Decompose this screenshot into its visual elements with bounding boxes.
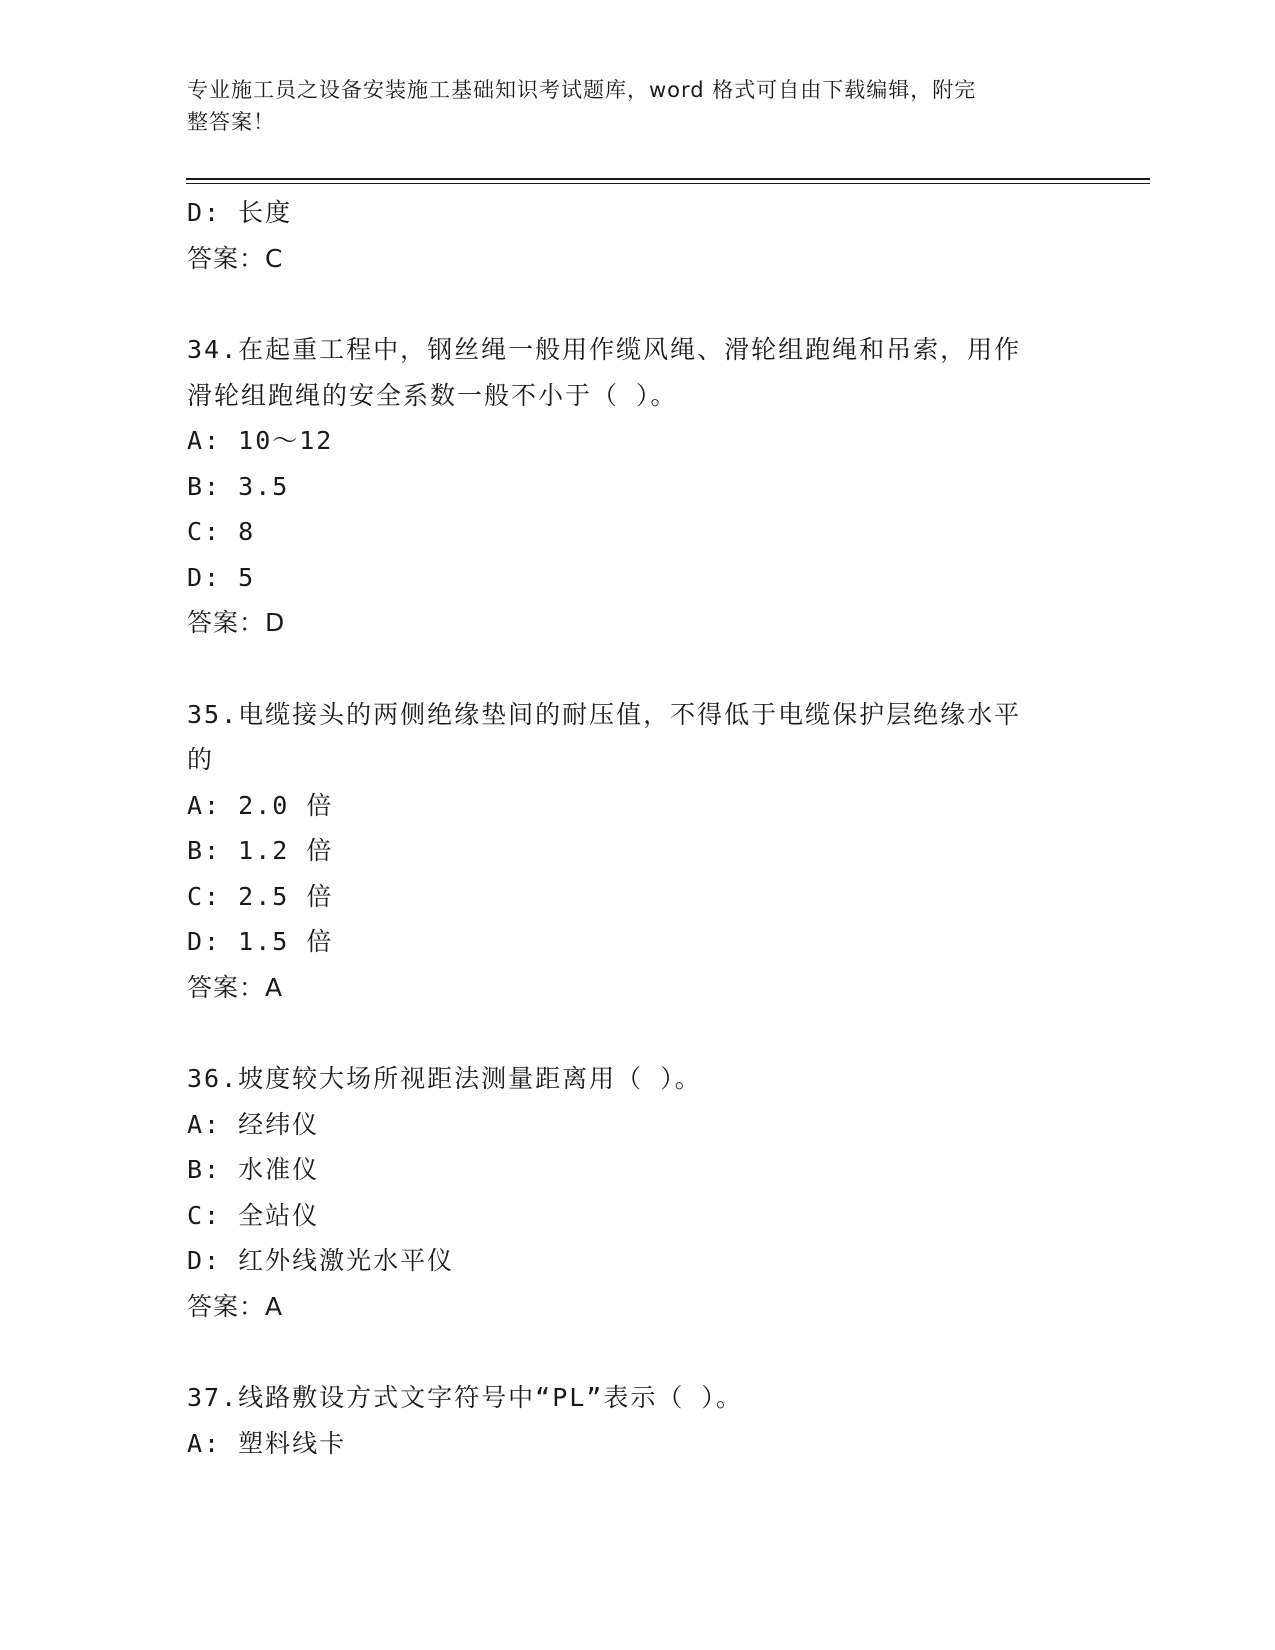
question-36 — [187, 1056, 1087, 1329]
spacer — [187, 1010, 1087, 1056]
option-d: D: 1.5 倍 — [187, 927, 334, 956]
question-text-line-1: 34.在起重工程中，钢丝绳一般用作缆风绳、滑轮组跑绳和吊索，用作 — [187, 335, 1022, 364]
question-list — [187, 190, 1087, 1466]
document-header — [187, 74, 1067, 138]
option-b: B: 1.2 倍 — [187, 836, 334, 865]
question-text-line-2: 滑轮组跑绳的安全系数一般不小于（ ）。 — [187, 380, 678, 410]
option-d: D: 红外线激光水平仪 — [187, 1246, 455, 1275]
question-text-line-2: 的 — [187, 745, 215, 774]
option-d: D: 5 — [187, 562, 256, 592]
answer: 答案：A — [187, 1291, 284, 1321]
spacer — [187, 646, 1087, 692]
question-37 — [187, 1375, 1087, 1466]
option-a: A: 2.0 倍 — [187, 790, 334, 820]
option-a: A: 塑料线卡 — [187, 1428, 347, 1458]
header-line-1: 专业施工员之设备安装施工基础知识考试题库，word 格式可自由下载编辑，附完 — [187, 78, 977, 102]
option-c: C: 8 — [187, 517, 256, 546]
option-b: B: 3.5 — [187, 471, 290, 501]
header-line-2: 整答案！ — [187, 110, 275, 134]
question-text-line-1: 35.电缆接头的两侧绝缘垫间的耐压值，不得低于电缆保护层绝缘水平 — [187, 699, 1022, 729]
answer: 答案：A — [187, 972, 284, 1002]
question-text-line-1: 37.线路敷设方式文字符号中“PL”表示（ ）。 — [187, 1383, 743, 1412]
option-c: C: 全站仪 — [187, 1200, 320, 1230]
option-b: B: 水准仪 — [187, 1155, 320, 1184]
header-divider-thin — [186, 183, 1150, 184]
header-divider-thick — [186, 178, 1150, 180]
spacer — [187, 1329, 1087, 1375]
option-c: C: 2.5 倍 — [187, 881, 334, 911]
option-a: A: 经纬仪 — [187, 1109, 320, 1139]
question-35 — [187, 692, 1087, 1011]
question-text-line-1: 36.坡度较大场所视距法测量距离用（ ）。 — [187, 1064, 702, 1093]
prev-answer: 答案：C — [187, 243, 284, 273]
option-a: A: 10～12 — [187, 426, 334, 455]
answer: 答案：D — [187, 608, 286, 637]
prev-option-d: D: 长度 — [187, 198, 293, 227]
question-34 — [187, 327, 1087, 646]
spacer — [187, 281, 1087, 327]
